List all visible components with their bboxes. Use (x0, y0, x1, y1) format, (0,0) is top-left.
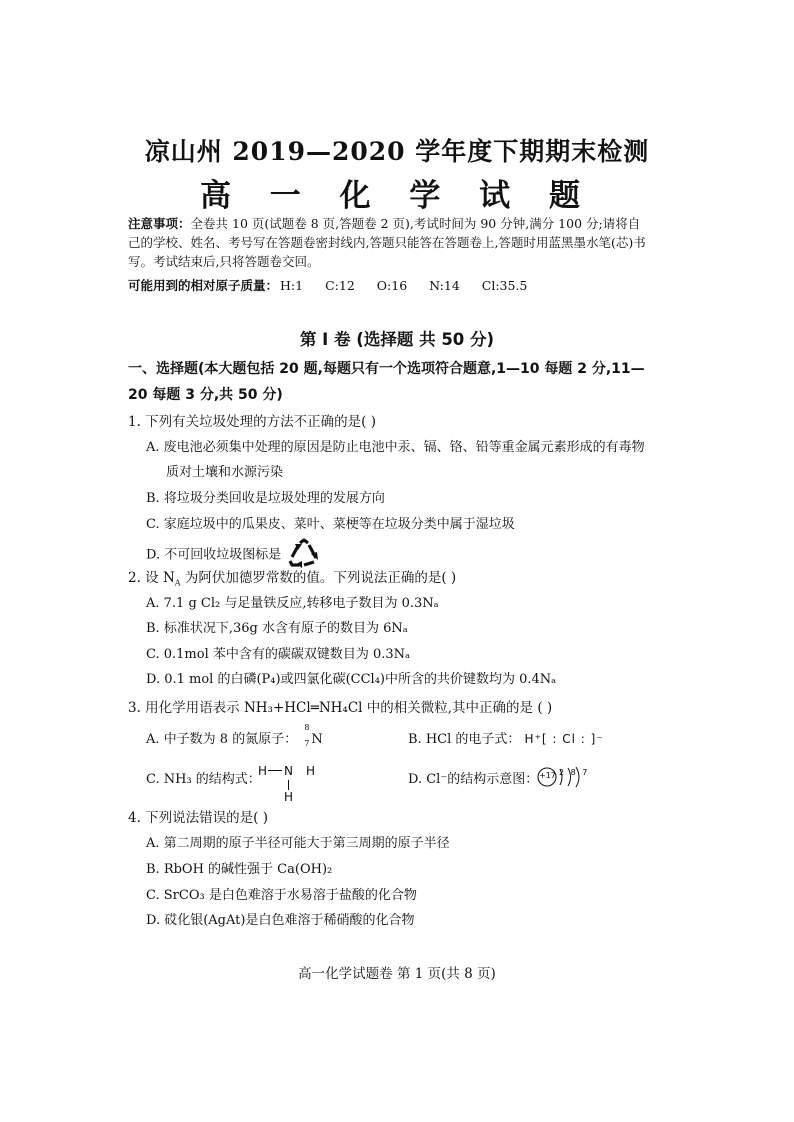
hcl-electron-formula: H⁺[ : Cl : ]⁻ (524, 732, 604, 746)
atomic-mass-cl: Cl:35.5 (481, 278, 528, 293)
atomic-mass-c: C:12 (325, 278, 355, 293)
q3-option-d (408, 768, 538, 787)
nuclide-mass-number: 8 (304, 722, 310, 732)
q2-stem-sub: A (174, 578, 181, 588)
q3-stem: 3. 用化学用语表示 NH₃+HCl═NH₄Cl 中的相关微粒,其中正确的是 ( ) (128, 700, 553, 716)
page-footer: 高一化学试题卷 第 1 页(共 8 页) (298, 966, 496, 982)
q3-option-c-text: C. NH₃ 的结构式： (146, 772, 261, 787)
nh3-h-left: H (258, 764, 268, 778)
q2-option-a: A. 7.1 g Cl₂ 与足量铁反应,转移电子数目为 0.3Nₐ (146, 596, 439, 611)
notes-text: 全卷共 10 页(试题卷 8 页,答题卷 2 页),考试时间为 90 分钟,满分 100 分;请将自己的学校、姓名、考号写在答题卷密封线内,答题只能答在答题卷上,答题时用蓝黑墨水笔(芯)书写。考试结束后,只将答题卷交回。 (128, 216, 646, 269)
q1-stem: 1. 下列有关垃圾处理的方法不正确的是( ) (128, 414, 376, 430)
q3-option-b (408, 728, 604, 747)
chloride-shell-electrons: 2 8 7 (559, 768, 590, 777)
q1-option-a-cont: 质对土壤和水源污染 (166, 465, 284, 480)
q3-option-c (146, 768, 261, 787)
q1-option-b: B. 将垃圾分类回收是垃圾处理的发展方向 (146, 491, 385, 506)
exam-title: 凉山州 2019—2020 学年度下期期末检测 (144, 137, 650, 166)
q2-stem-post: 为阿伏加德罗常数的值。下列说法正确的是( ) (180, 570, 457, 586)
q3-option-b-text: B. HCl 的电子式： (408, 732, 521, 747)
part-title: 第 I 卷 (选择题 共 50 分) (299, 330, 495, 349)
section-heading: 一、选择题(本大题包括 20 题,每题只有一个选项符合题意,1—10 每题 2 分,11—20 每题 3 分,共 50 分) (128, 361, 645, 403)
nuclide-atomic-number: 7 (304, 738, 310, 748)
nh3-bond-down (288, 780, 289, 790)
q4-option-b: B. RbOH 的碱性强于 Ca(OH)₂ (146, 862, 333, 877)
q2-option-d: D. 0.1 mol 的白磷(P₄)或四氯化碳(CCl₄)中所含的共价键数均为 0.4Nₐ (146, 672, 557, 687)
q3-option-a-text: A. 中子数为 8 的氮原子： (146, 732, 298, 747)
q4-option-a: A. 第二周期的原子半径可能大于第三周期的原子半径 (146, 836, 450, 851)
q2-option-c: C. 0.1mol 苯中含有的碳碳双键数目为 0.3Nₐ (146, 647, 411, 662)
q1-option-c: C. 家庭垃圾中的瓜果皮、菜叶、菜梗等在垃圾分类中属于湿垃圾 (146, 517, 515, 532)
atomic-mass-line (128, 276, 527, 294)
q3-option-d-text: D. Cl⁻的结构示意图： (408, 772, 539, 787)
nh3-h-right: H (306, 764, 316, 778)
nh3-n: N (284, 764, 293, 778)
q4-option-d: D. 砹化银(AgAt)是白色难溶于稀硝酸的化合物 (146, 913, 415, 928)
q1-option-d-text: D. 不可回收垃圾图标是 (146, 547, 282, 563)
nh3-bond-left (268, 770, 282, 771)
q1-option-a: A. 废电池必须集中处理的原因是防止电池中汞、镉、铬、铅等重金属元素形成的有毒物 (146, 440, 645, 455)
exam-notes (128, 214, 648, 271)
nuclide-notation (301, 722, 311, 748)
chloride-nucleus-charge: +17 (539, 771, 556, 780)
q2-option-b: B. 标准状况下,36g 水含有原子的数目为 6Nₐ (146, 621, 408, 636)
nuclide-symbol: N (311, 732, 323, 747)
atomic-mass-n: N:14 (429, 278, 460, 293)
atomic-mass-h: H:1 (280, 278, 304, 293)
q3-option-a (146, 722, 323, 748)
atomic-mass-o: O:16 (376, 278, 408, 293)
atomic-mass-label: 可能用到的相对原子质量： (128, 278, 279, 293)
q2-stem-pre: 2. 设 N (128, 570, 175, 586)
notes-label: 注意事项： (128, 216, 191, 231)
q4-stem: 4. 下列说法错误的是( ) (128, 810, 268, 826)
nh3-h-bottom: H (284, 790, 294, 804)
q2-stem (128, 566, 456, 588)
q4-option-c: C. SrCO₃ 是白色难溶于水易溶于盐酸的化合物 (146, 888, 417, 903)
exam-subject-title: 高 一 化 学 试 题 (200, 178, 594, 214)
